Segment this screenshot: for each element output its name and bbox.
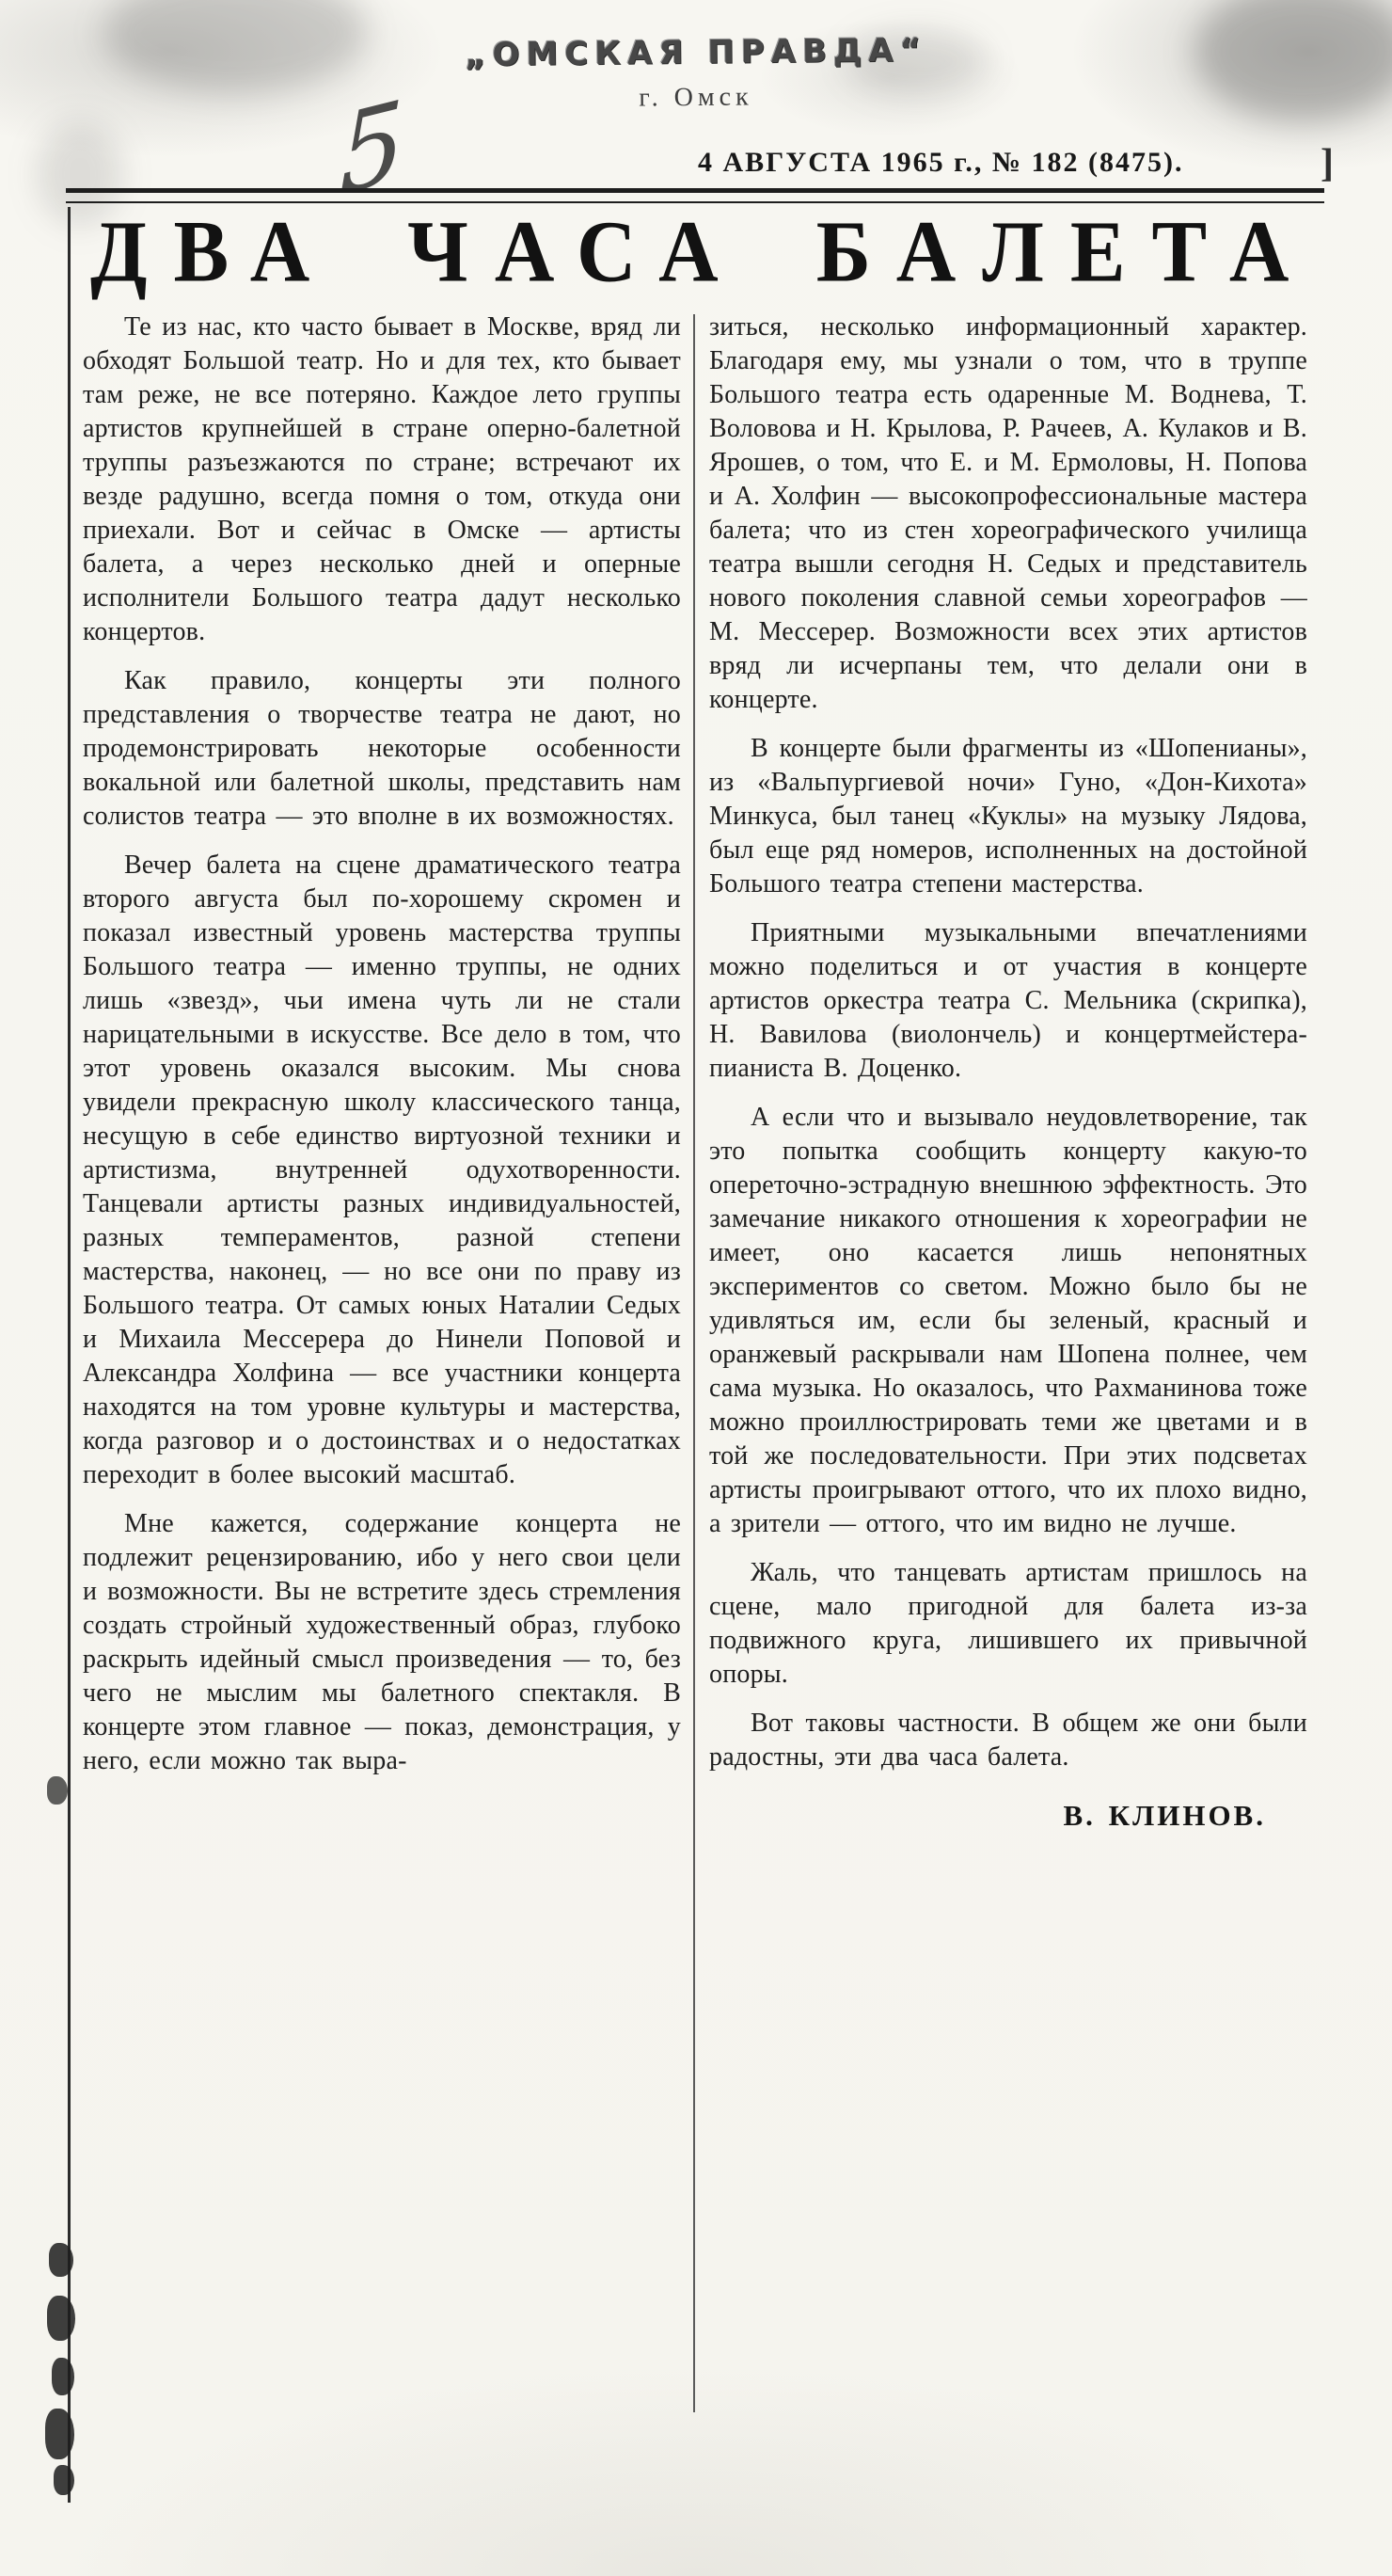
- paragraph: Жаль, что танцевать артистам пришлось на сцене, мало пригодной для балета из-за подвижного круга, лишившего их привычной опоры.: [709, 1558, 1307, 1689]
- paragraph: Приятными музыкальными впечатлениями можно поделиться и от участия в концерте артистов оркестра театра С. Мельника (скрипка), Н. Вавилова (виолончель) и концертмейстера-пианиста В. Доценко.: [709, 918, 1307, 1083]
- ink-smudge: [45, 2409, 74, 2459]
- ink-smudge: [47, 2296, 75, 2341]
- author-signature: В. КЛИНОВ.: [1063, 1799, 1266, 1832]
- paragraph: Вечер балета на сцене драматического театра второго августа был по-хорошему скромен и показал известный уровень мастерства труппы Большого театра — именно труппы, не одних лишь «звезд», чьи имена чуть ли не стали нарицательными в искусстве. Все дело в том, что этот уровень оказался высоким. Мы снова увидели прекрасную школу классического танца, несущую в себе единство виртуозной техники и артистизма, внутренней одухотворенности. Танцевали артисты разных индивидуальностей, разных темпераментов, разной степени мастерства, наконец, — но все они по праву из Большого театра. От самых юных Наталии Седых и Михаила Мессерера до Нинели Поповой и Александра Холфина — все участники концерта находятся на том уровне культуры и мастерства, когда разговор и о достоинствах и о недостатках переходит в более высокий масштаб.: [83, 851, 681, 1489]
- header-rule: [66, 188, 1324, 203]
- ink-smudge: [54, 2465, 74, 2495]
- edge-tear-mark: ]: [1321, 142, 1334, 185]
- clipping-edge-rule: [68, 207, 71, 2503]
- handwritten-mark: 5: [340, 77, 405, 220]
- paragraph: Вот таковы частности. В общем же они были радостны, эти два часа балета.: [709, 1709, 1307, 1772]
- paragraph: Мне кажется, содержание концерта не подлежит рецензированию, ибо у него свои цели и возможности. Вы не встретите здесь стремления создать стройный художественный образ, глубоко раскрыть идейный смысл произведения — то, без чего не мыслим мы балетного спектакля. В концерте этом главное — показ, демонстрация, у него, если можно так выра-: [83, 1509, 681, 1775]
- date-line: 4 АВГУСТА 1965 г., № 182 (8475).: [698, 147, 1184, 178]
- paragraph: А если что и вызывало неудовлетворение, так это попытка сообщить концерту какую-то опереточно-эстрадную внешнюю эффектность. Это замечание никакого отношения к хореографии не имеет, оно касается лишь непонятных экспериментов со светом. Можно было бы не удивляться им, если бы зеленый, красный и оранжевый раскрывали нам Шопена полнее, чем сама музыка. Но оказалось, что Рахманинова тоже можно проиллюстрировать теми же цветами и в той же последовательности. При этих подсветах артисты проигрывают оттого, что их плохо видно, а зрители — оттого, что им видно не лучше.: [709, 1103, 1307, 1538]
- paragraph: В концерте были фрагменты из «Шопенианы», из «Вальпургиевой ночи» Гуно, «Дон-Кихота» Минкуса, был танец «Куклы» на музыку Лядова, был еще ряд номеров, исполненных на достойной Большого театра степени мастерства.: [709, 734, 1307, 898]
- paragraph: зиться, несколько информационный характер. Благодаря ему, мы узнали о том, что в труппе Большого театра есть одаренные М. Воднева, Т. Воловова и Н. Крылова, Р. Рачеев, А. Кулаков и В. Ярошев, о том, что Е. и М. Ермоловы, Н. Попова и А. Холфин — высокопрофессиональные мастера балета; что из стен хореографического училища театра вышли сегодня Н. Седых и представитель нового поколения славной семьи хореографов — М. Мессерер. Возможности всех этих артистов вряд ли исчерпаны тем, что делали они в концерте.: [709, 312, 1307, 714]
- article-column-right: [709, 310, 1307, 1833]
- article-column-left: [83, 310, 681, 1793]
- ink-smudge: [49, 2243, 73, 2277]
- paragraph: Те из нас, кто часто бывает в Москве, вряд ли обходят Большой театр. Но и для тех, кто бывает там реже, не все потеряно. Каждое лето группы артистов крупнейшей в стране оперно-балетной труппы разъезжаются по стране; встречают их везде радушно, всегда помня о том, откуда они приехали. Вот и сейчас в Омске — артисты балета, а через несколько дней и оперные исполнители Большого театра дадут несколько концертов.: [83, 312, 681, 646]
- ink-smudge: [52, 2358, 74, 2395]
- masthead-title: „ОМСКАЯ ПРАВДА“: [464, 31, 928, 74]
- article-headline: ДВА ЧАСА БАЛЕТА: [90, 203, 1316, 301]
- paragraph: Как правило, концерты эти полного представления о творчестве театра не дают, но продемонстрировать некоторые особенности вокальной или балетной школы, представить нам солистов театра — это вполне в их возможностях.: [83, 666, 681, 831]
- ink-smudge: [47, 1776, 68, 1805]
- masthead-city: г. Омск: [639, 82, 753, 113]
- column-divider-rule: [693, 314, 695, 2412]
